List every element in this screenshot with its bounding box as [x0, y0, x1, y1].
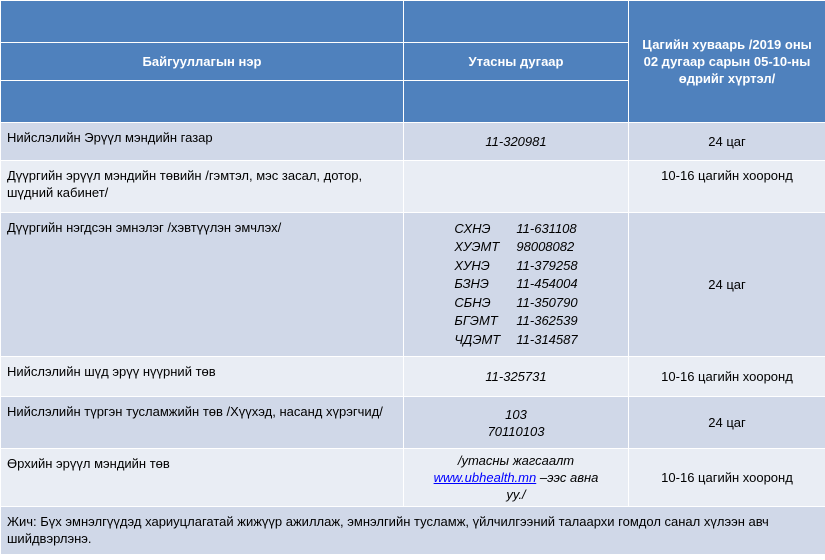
phone-list-item: БГЭМТ 11-362539: [454, 313, 578, 329]
header-spacer-bottom: [1, 81, 404, 123]
header-phone-number: Утасны дугаар: [404, 43, 629, 81]
organization-name: Дүүргийн нэгдсэн эмнэлэг /хэвтүүлэн эмчлэх/: [1, 213, 404, 357]
phone-number: 11-325731: [404, 357, 629, 397]
phone-number: 103: [505, 406, 527, 422]
phone-list-item: ЧДЭМТ 11-314587: [454, 331, 578, 347]
organization-name: Нийслэлийн түргэн тусламжийн төв /Хүүхэд, насанд хүрэгчид/: [1, 397, 404, 449]
schedule: 24 цаг: [629, 397, 825, 449]
table-row: [1, 449, 825, 507]
header-schedule: Цагийн хуваарь /2019 оны 02 дугаар сарын 05-10-ны өдрийг хүртэл/: [629, 1, 825, 123]
table-row: [1, 213, 825, 357]
header-organization-name: Байгууллагын нэр: [1, 43, 404, 81]
table-row: [1, 397, 825, 449]
phone-list-item: СХНЭ 11-631108: [454, 220, 577, 236]
phone-list-item: БЗНЭ 11-454004: [454, 276, 578, 292]
phone-number: 70110103: [487, 423, 545, 439]
phone-list-item: ХУНЭ 11-379258: [454, 257, 578, 273]
organization-name: Өрхийн эрүүл мэндийн төв: [1, 449, 404, 507]
schedule: 24 цаг: [629, 213, 825, 357]
schedule: 24 цаг: [629, 123, 825, 161]
header-spacer-bottom: [404, 81, 629, 123]
phone-list-item: СБНЭ 11-350790: [454, 294, 578, 310]
phone-number: [404, 161, 629, 213]
phone-note: /утасны жагсаалт: [457, 453, 575, 468]
organization-name: Нийслэлийн Эрүүл мэндийн газар: [1, 123, 404, 161]
header-spacer-top: [1, 1, 404, 43]
phone-note-suffix: –ээс авна: [536, 470, 599, 485]
schedule: 10-16 цагийн хооронд: [629, 449, 825, 507]
phone-list-item: ХУЭМТ 98008082: [454, 239, 575, 255]
header-spacer-top: [404, 1, 629, 43]
organization-name: Нийслэлийн шүд эрүү нүүрний төв: [1, 357, 404, 397]
phone-list: [454, 220, 577, 350]
organization-name: Дүүргийн эрүүл мэндийн төвийн /гэмтэл, мэс засал, дотор, шүдний кабинет/: [1, 161, 404, 213]
table-row: [1, 357, 825, 397]
table-row: [1, 123, 825, 161]
phone-list-cell: [404, 213, 629, 357]
footnote: Жич: Бүх эмнэлгүүдэд хариуцлагатай жижүүр ажиллаж, эмнэлгийн тусламж, үйлчилгээний талаархи гомдол санал хүлээн авч шийдвэрлэнэ.: [1, 507, 825, 555]
schedule: 10-16 цагийн хооронд: [629, 357, 825, 397]
phone-number-cell: [404, 397, 629, 449]
phone-number: 11-320981: [404, 123, 629, 161]
schedule: 10-16 цагийн хооронд: [629, 161, 825, 213]
table-row: [1, 507, 825, 555]
table-row: [1, 161, 825, 213]
ubhealth-link[interactable]: www.ubhealth.mn: [433, 470, 537, 485]
phone-info-cell: [404, 449, 629, 507]
phone-note-end: уу./: [506, 487, 526, 502]
